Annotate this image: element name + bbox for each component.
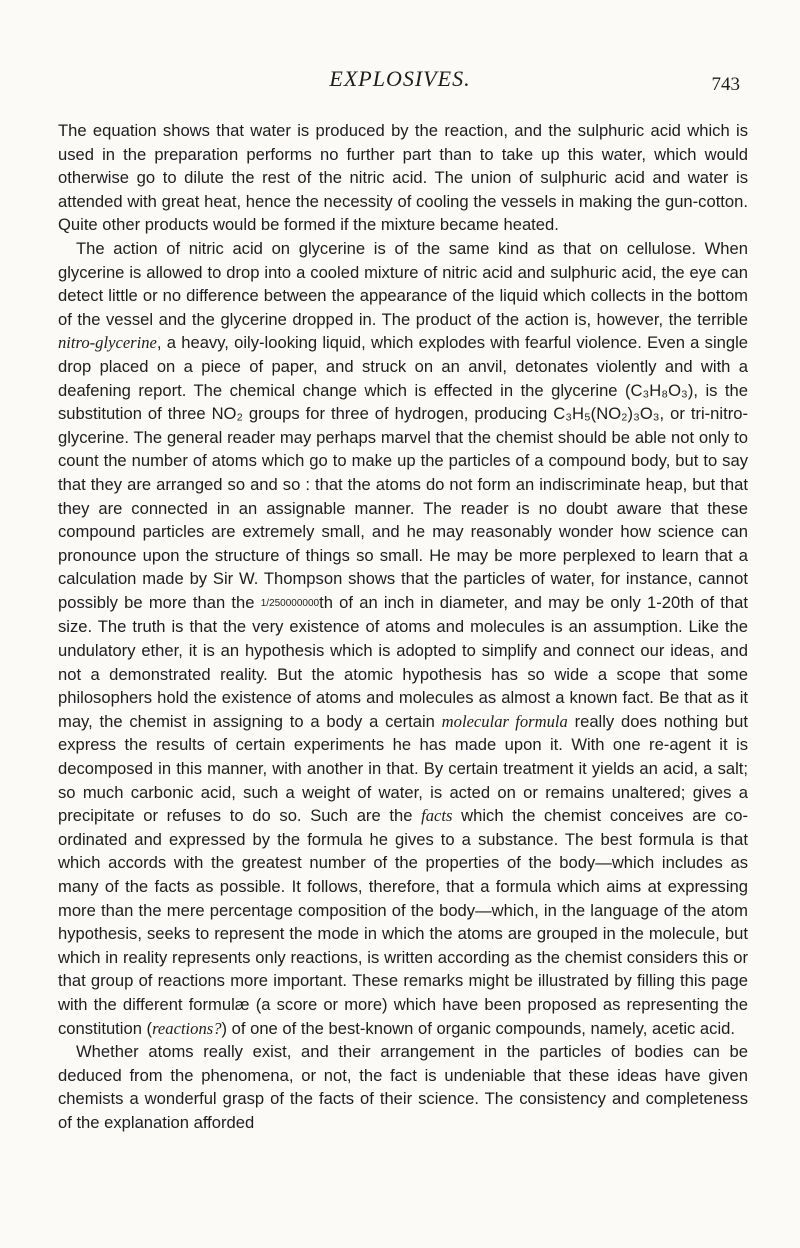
italic-term-reactions: reactions? [152, 1018, 222, 1038]
running-head: EXPLOSIVES. [329, 66, 471, 91]
paragraph-3: Whether atoms really exist, and their arrangement in the particles of bodies can be deduced from the phenomena, or not, the fact is undeniable that these ideas have given chemists a wonderful grasp of the facts of their science. The consistency and completeness of the explanation afforded [58, 1042, 748, 1132]
text-run: ) of one of the best-known of organic compounds, namely, acetic acid. [221, 1018, 735, 1038]
fraction: 1/250000000 [260, 597, 320, 609]
paragraph-2 [58, 237, 748, 1040]
text-run: , a heavy, oily-looking liquid, which explodes with fearful violence. Even a single drop placed on a piece of paper, and struck on an anvil, detonates violently and with a deafening report. The chemical change which is effected in the glycerine (C₃H₈O₃), is the substitution of three NO₂ groups for three of hydrogen, producing C₃H₅(NO₂)₃O₃, or tri-nitro-glycerine. The general reader may perhaps marvel that the chemist should be able not only to count the number of atoms which go to make up the particles of a compound body, but to say that they are arranged so and so : that the atoms do not form an indiscriminate heap, but that they are connected in an assignable manner. The reader is no doubt aware that these compound particles are extremely small, and he may reasonably wonder how science can pronounce upon the structure of things so small. He may be more perplexed to learn that a calculation made by Sir W. Thompson shows that the particles of water, for instance, cannot possibly be more than the [58, 333, 748, 612]
text-run: really does nothing but express the results of certain experiments he has made upon it. With one re-agent it is decomposed in this manner, with another in that. By certain treatment it yields an acid, a salt; so much carbonic acid, such a weight of water, is acted on or remains unaltered; gives a precipitate or refuses to do so. Such are the [58, 711, 748, 826]
italic-term-facts: facts [421, 806, 453, 826]
italic-term-molecular-formula: molecular formula [441, 711, 568, 731]
italic-term-nitro-glycerine: nitro-glycerine [58, 333, 157, 353]
text-run: th of an inch in diameter, and may be only 1-20th of that size. The truth is that the very existence of atoms and molecules is an assumption. Like the undulatory ether, it is an hypothesis which is adopted to simplify and connect our ideas, and not a demonstrated reality. But the atomic hypothesis has so wide a scope that some philosophers hold the existence of atoms and molecules as almost a known fact. Be that as it may, the chemist in assigning to a body a certain [58, 592, 748, 731]
body-text [58, 119, 748, 1135]
paragraph-1: The equation shows that water is produced by the reaction, and the sulphuric acid which is used in the preparation performs no further part than to take up this water, which would otherwise go to dilute the rest of the nitric acid. The union of sulphuric acid and water is attended with great heat, hence the necessity of cooling the vessels in making the gun-cotton. Quite other products would be formed if the mixture became heated. [58, 121, 748, 235]
page-number: 743 [711, 74, 740, 95]
text-run: which the chemist conceives are co-ordinated and expressed by the formula he gives to a substance. The best formula is that which accords with the greatest number of the properties of the body—which includes as many of the facts as possible. It follows, therefore, that a formula which aims at expressing more than the mere percentage composition of the body—which, in the language of the atom hypothesis, seeks to represent the mode in which the atoms are grouped in the molecule, but which in reality represents only reactions, is written according as the chemist considers this or that group of reactions more important. These remarks might be illustrated by filling this page with the different formulæ (a score or more) which have been proposed as representing the constitution ( [58, 806, 748, 1038]
text-run: The action of nitric acid on glycerine is of the same kind as that on cellulose. When glycerine is allowed to drop into a cooled mixture of nitric acid and sulphuric acid, the eye can detect little or no difference between the appearance of the liquid which collects in the bottom of the vessel and the glycerine dropped in. The product of the action is, however, the terrible [58, 238, 748, 329]
